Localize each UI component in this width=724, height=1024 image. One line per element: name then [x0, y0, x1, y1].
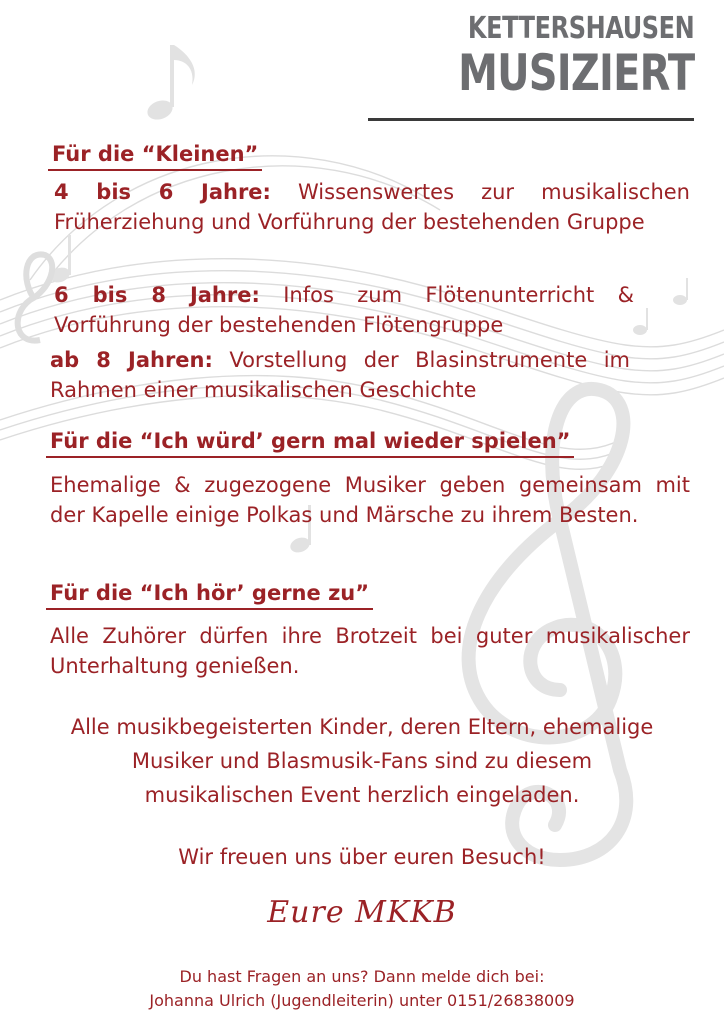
item-4-6	[54, 177, 690, 237]
item-text: Wissenswertes zur musikalischen Früherziehung und Vorführung der bestehenden Gruppe	[54, 180, 690, 234]
item-6-8	[54, 280, 634, 340]
item-label: 6 bis 8 Jahre:	[54, 283, 260, 307]
heading-wieder-spielen: Für die “Ich würd’ gern mal wieder spielen”	[46, 428, 574, 458]
brand-logo	[399, 12, 694, 100]
signature: Eure MKKB	[267, 895, 457, 930]
paragraph-wieder-spielen: Ehemalige & zugezogene Musiker geben gemeinsam mit der Kapelle einige Polkas und Märsche zu ihrem Besten.	[50, 473, 690, 527]
item-ab-8	[50, 345, 630, 405]
footer-contact-line1: Du hast Fragen an uns? Dann melde dich bei:	[179, 967, 545, 986]
item-text: Vorstellung der Blasinstrumente im Rahmen einer musikalischen Geschichte	[50, 348, 630, 402]
brand-line-kettershausen: KETTERSHAUSEN	[467, 11, 694, 46]
item-text: Infos zum Flötenunterricht & Vorführung der bestehenden Flötengruppe	[54, 283, 634, 337]
item-label: ab 8 Jahren:	[50, 348, 213, 372]
brand-underline	[368, 118, 694, 121]
footer-contact-line2: Johanna Ulrich (Jugendleiterin) unter 0151/26838009	[149, 991, 575, 1010]
closing-text: Wir freuen uns über euren Besuch!	[178, 845, 546, 869]
brand-line-musiziert: MUSIZIERT	[457, 44, 694, 102]
invitation-text: Alle musikbegeisterten Kinder, deren Eltern, ehemalige Musiker und Blasmusik-Fans sind zu diesem musikalischen Event herzlich eingeladen.	[70, 715, 654, 807]
heading-gerne-zu: Für die “Ich hör’ gerne zu”	[46, 580, 373, 610]
item-label: 4 bis 6 Jahre:	[54, 180, 271, 204]
heading-kleinen: Für die “Kleinen”	[48, 141, 262, 171]
paragraph-gerne-zu: Alle Zuhörer dürfen ihre Brotzeit bei guter musikalischer Unterhaltung genießen.	[50, 624, 690, 678]
